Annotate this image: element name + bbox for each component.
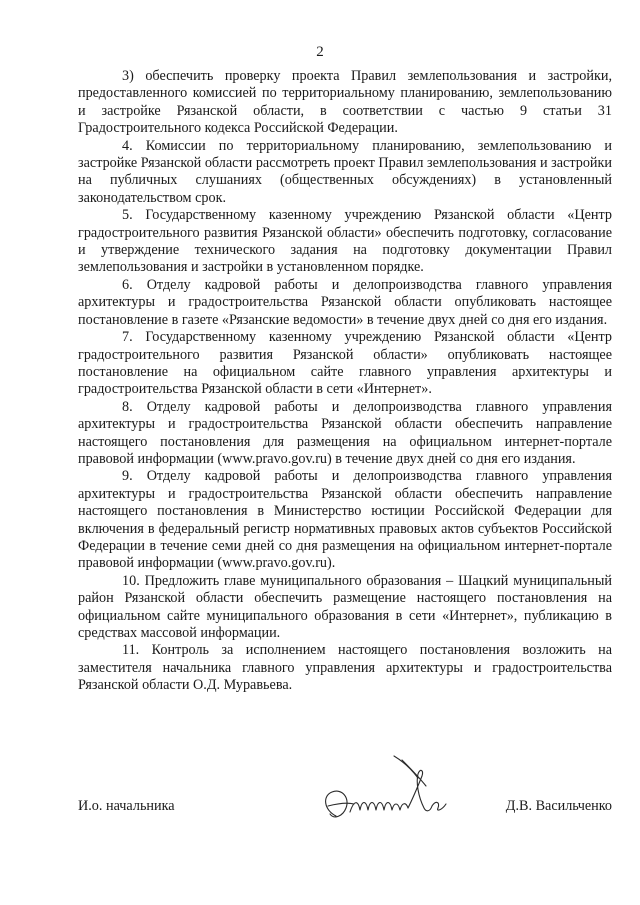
paragraph-8: 8. Отделу кадровой работы и делопроизводства главного управления архитектуры и градостроительства Рязанской области обеспечить направление настоящего постановления для размещения на официальном интернет-портале правовой информации (www.pravo.gov.ru) в течение двух дней со дня его издания.: [78, 398, 612, 467]
paragraph-10: 10. Предложить главе муниципального образования – Шацкий муниципальный район Рязанской области обеспечить размещение настоящего постановления на официальном сайте муниципального образования в сети «Интернет», публикацию в средствах массовой информации.: [78, 572, 612, 641]
page-number: 2: [316, 44, 324, 60]
document-body: [78, 68, 612, 695]
paragraph-4: 4. Комиссии по территориальному планированию, землепользованию и застройке Рязанской области рассмотреть проект Правил землепользования и застройки на публичных слушаниях (общественных обсуждениях) в установленный законодательством срок.: [78, 137, 612, 206]
paragraph-7: 7. Государственному казенному учреждению Рязанской области «Центр градостроительного развития Рязанской области» опубликовать настоящее постановление на официальном сайте главного управления архитектуры и градостроительства Рязанской области в сети «Интернет».: [78, 329, 612, 398]
paragraph-11: 11. Контроль за исполнением настоящего постановления возложить на заместителя начальника главного управления архитектуры и градостроительства Рязанской области О.Д. Муравьева.: [78, 642, 612, 694]
paragraph-5: 5. Государственному казенному учреждению Рязанской области «Центр градостроительного развития Рязанской области» обеспечить подготовку, согласование и утверждение технического задания на подготовку документации Правил землепользования и застройки в установленном порядке.: [78, 207, 612, 276]
paragraph-3: 3) обеспечить проверку проекта Правил землепользования и застройки, предоставленного комиссией по территориальному планированию, землепользованию и застройке Рязанской области, в соответствии с частью 9 статьи 31 Градостроительного кодекса Российской Федерации.: [78, 68, 612, 137]
paragraph-9: 9. Отделу кадровой работы и делопроизводства главного управления архитектуры и градостроительства Рязанской области обеспечить направление настоящего постановления в Министерство юстиции Российской Федерации для включения в федеральный регистр нормативных правовых актов субъектов Российской Федерации в течение семи дней со дня размещения на официальном интернет-портале правовой информации (www.pravo.gov.ru).: [78, 468, 612, 572]
signatory-name: Д.В. Васильченко: [505, 798, 612, 814]
signature-block: [78, 790, 612, 830]
handwritten-signature: [306, 746, 456, 836]
signatory-title: И.о. начальника: [78, 798, 175, 814]
paragraph-6: 6. Отделу кадровой работы и делопроизводства главного управления архитектуры и градостроительства Рязанской области опубликовать настоящее постановление в газете «Рязанские ведомости» в течение двух дней со дня его издания.: [78, 276, 612, 328]
